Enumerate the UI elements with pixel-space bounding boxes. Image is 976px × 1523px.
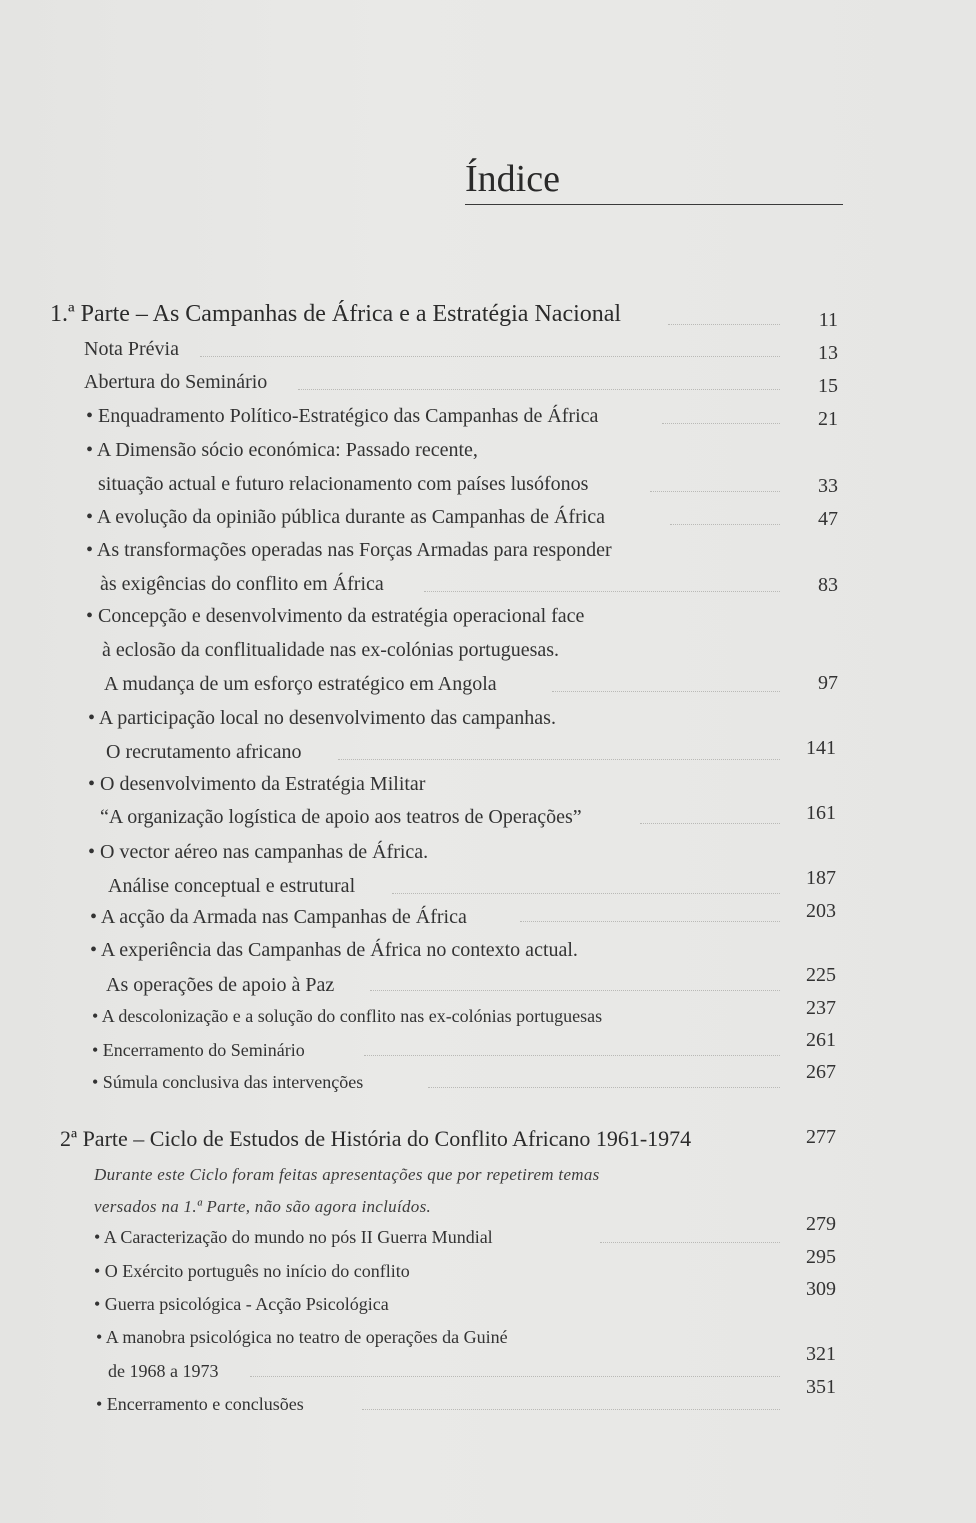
toc-entry: • O desenvolvimento da Estratégia Militar (88, 773, 426, 795)
toc-entry: • As transformações operadas nas Forças Armadas para responder (86, 539, 612, 561)
leader-dots (662, 423, 780, 424)
toc-entry-continuation: Análise conceptual e estrutural (108, 875, 356, 897)
toc-entry: • A descolonização e a solução do conflito nas ex-colónias portuguesas (92, 1006, 603, 1026)
leader-dots (428, 1087, 780, 1088)
toc-page: 47 (818, 508, 838, 530)
leader-dots (424, 591, 780, 592)
leader-dots (298, 389, 780, 390)
part1-heading-page: 11 (818, 309, 838, 331)
toc-entry: • O Exército português no início do conflito (94, 1261, 410, 1281)
toc-entry-nota-previa: Nota Prévia (84, 338, 179, 360)
toc-entry: • A acção da Armada nas Campanhas de África (90, 906, 467, 928)
leader-dots (364, 1055, 780, 1056)
part2-note: Durante este Ciclo foram feitas apresentações que por repetirem temas (94, 1165, 600, 1184)
toc-entry: • Guerra psicológica - Acção Psicológica (94, 1294, 389, 1314)
leader-dots (552, 691, 780, 692)
toc-page: 13 (818, 342, 838, 364)
leader-dots (250, 1376, 780, 1377)
toc-entry-continuation: A mudança de um esforço estratégico em Angola (104, 673, 497, 695)
toc-page: 161 (806, 802, 836, 824)
toc-page: 187 (806, 867, 836, 889)
toc-entry: • A participação local no desenvolvimento das campanhas. (88, 707, 556, 729)
toc-page: 237 (806, 997, 836, 1019)
toc-entry: • A manobra psicológica no teatro de operações da Guiné (96, 1327, 508, 1347)
toc-entry: • A Caracterização do mundo no pós II Guerra Mundial (94, 1227, 493, 1247)
toc-page: 15 (818, 375, 838, 397)
toc-entry: • Concepção e desenvolvimento da estratégia operacional face (86, 605, 585, 627)
leader-dots (640, 823, 780, 824)
toc-page: 141 (806, 737, 836, 759)
toc-entry: • Encerramento do Seminário (92, 1040, 305, 1060)
toc-entry-continuation: às exigências do conflito em África (100, 573, 384, 595)
toc-page: 279 (806, 1213, 836, 1235)
toc-entry: • Enquadramento Político-Estratégico das Campanhas de África (86, 405, 599, 427)
toc-entry-continuation: As operações de apoio à Paz (106, 974, 335, 996)
toc-page: 83 (818, 574, 838, 596)
part1-heading: 1.ª Parte – As Campanhas de África e a Estratégia Nacional (50, 301, 622, 327)
title-underline (465, 204, 843, 205)
toc-page: 261 (806, 1029, 836, 1051)
leader-dots (392, 893, 780, 894)
toc-page: 309 (806, 1278, 836, 1300)
toc-entry: • A evolução da opinião pública durante as Campanhas de África (86, 506, 606, 528)
leader-dots (338, 759, 780, 760)
toc-entry: • O vector aéreo nas campanhas de África. (88, 841, 429, 863)
toc-entry: • Encerramento e conclusões (96, 1394, 304, 1414)
toc-entry: • A experiência das Campanhas de África no contexto actual. (90, 939, 578, 961)
toc-page: 321 (806, 1343, 836, 1365)
part2-heading-page: 277 (806, 1126, 836, 1148)
toc-page: 33 (818, 475, 838, 497)
toc-entry-continuation: O recrutamento africano (106, 741, 302, 763)
toc-page: 225 (806, 964, 836, 986)
toc-page: 351 (806, 1376, 836, 1398)
toc-entry-abertura: Abertura do Seminário (84, 371, 268, 393)
part2-heading: 2ª Parte – Ciclo de Estudos de História do Conflito Africano 1961-1974 (60, 1126, 692, 1151)
toc-entry-continuation: à eclosão da conflitualidade nas ex-colónias portuguesas. (102, 639, 560, 661)
leader-dots (670, 524, 780, 525)
toc-entry-continuation: “A organização logística de apoio aos teatros de Operações” (100, 806, 582, 828)
page-title: Índice (465, 158, 560, 200)
leader-dots (668, 324, 780, 325)
leader-dots (370, 990, 780, 991)
leader-dots (650, 491, 780, 492)
leader-dots (362, 1409, 780, 1410)
toc-entry: • Súmula conclusiva das intervenções (92, 1072, 364, 1092)
leader-dots (520, 921, 780, 922)
toc-page: 267 (806, 1061, 836, 1083)
toc-entry-continuation: situação actual e futuro relacionamento com países lusófonos (98, 473, 589, 495)
toc-page: 295 (806, 1246, 836, 1268)
part2-note-continuation: versados na 1.ª Parte, não são agora incluídos. (94, 1197, 432, 1216)
toc-page: 97 (818, 672, 838, 694)
toc-entry-continuation: de 1968 a 1973 (108, 1361, 219, 1381)
toc-page: 203 (806, 900, 836, 922)
toc-entry: • A Dimensão sócio económica: Passado recente, (86, 439, 478, 461)
leader-dots (200, 356, 780, 357)
toc-page: 21 (818, 408, 838, 430)
leader-dots (600, 1242, 780, 1243)
